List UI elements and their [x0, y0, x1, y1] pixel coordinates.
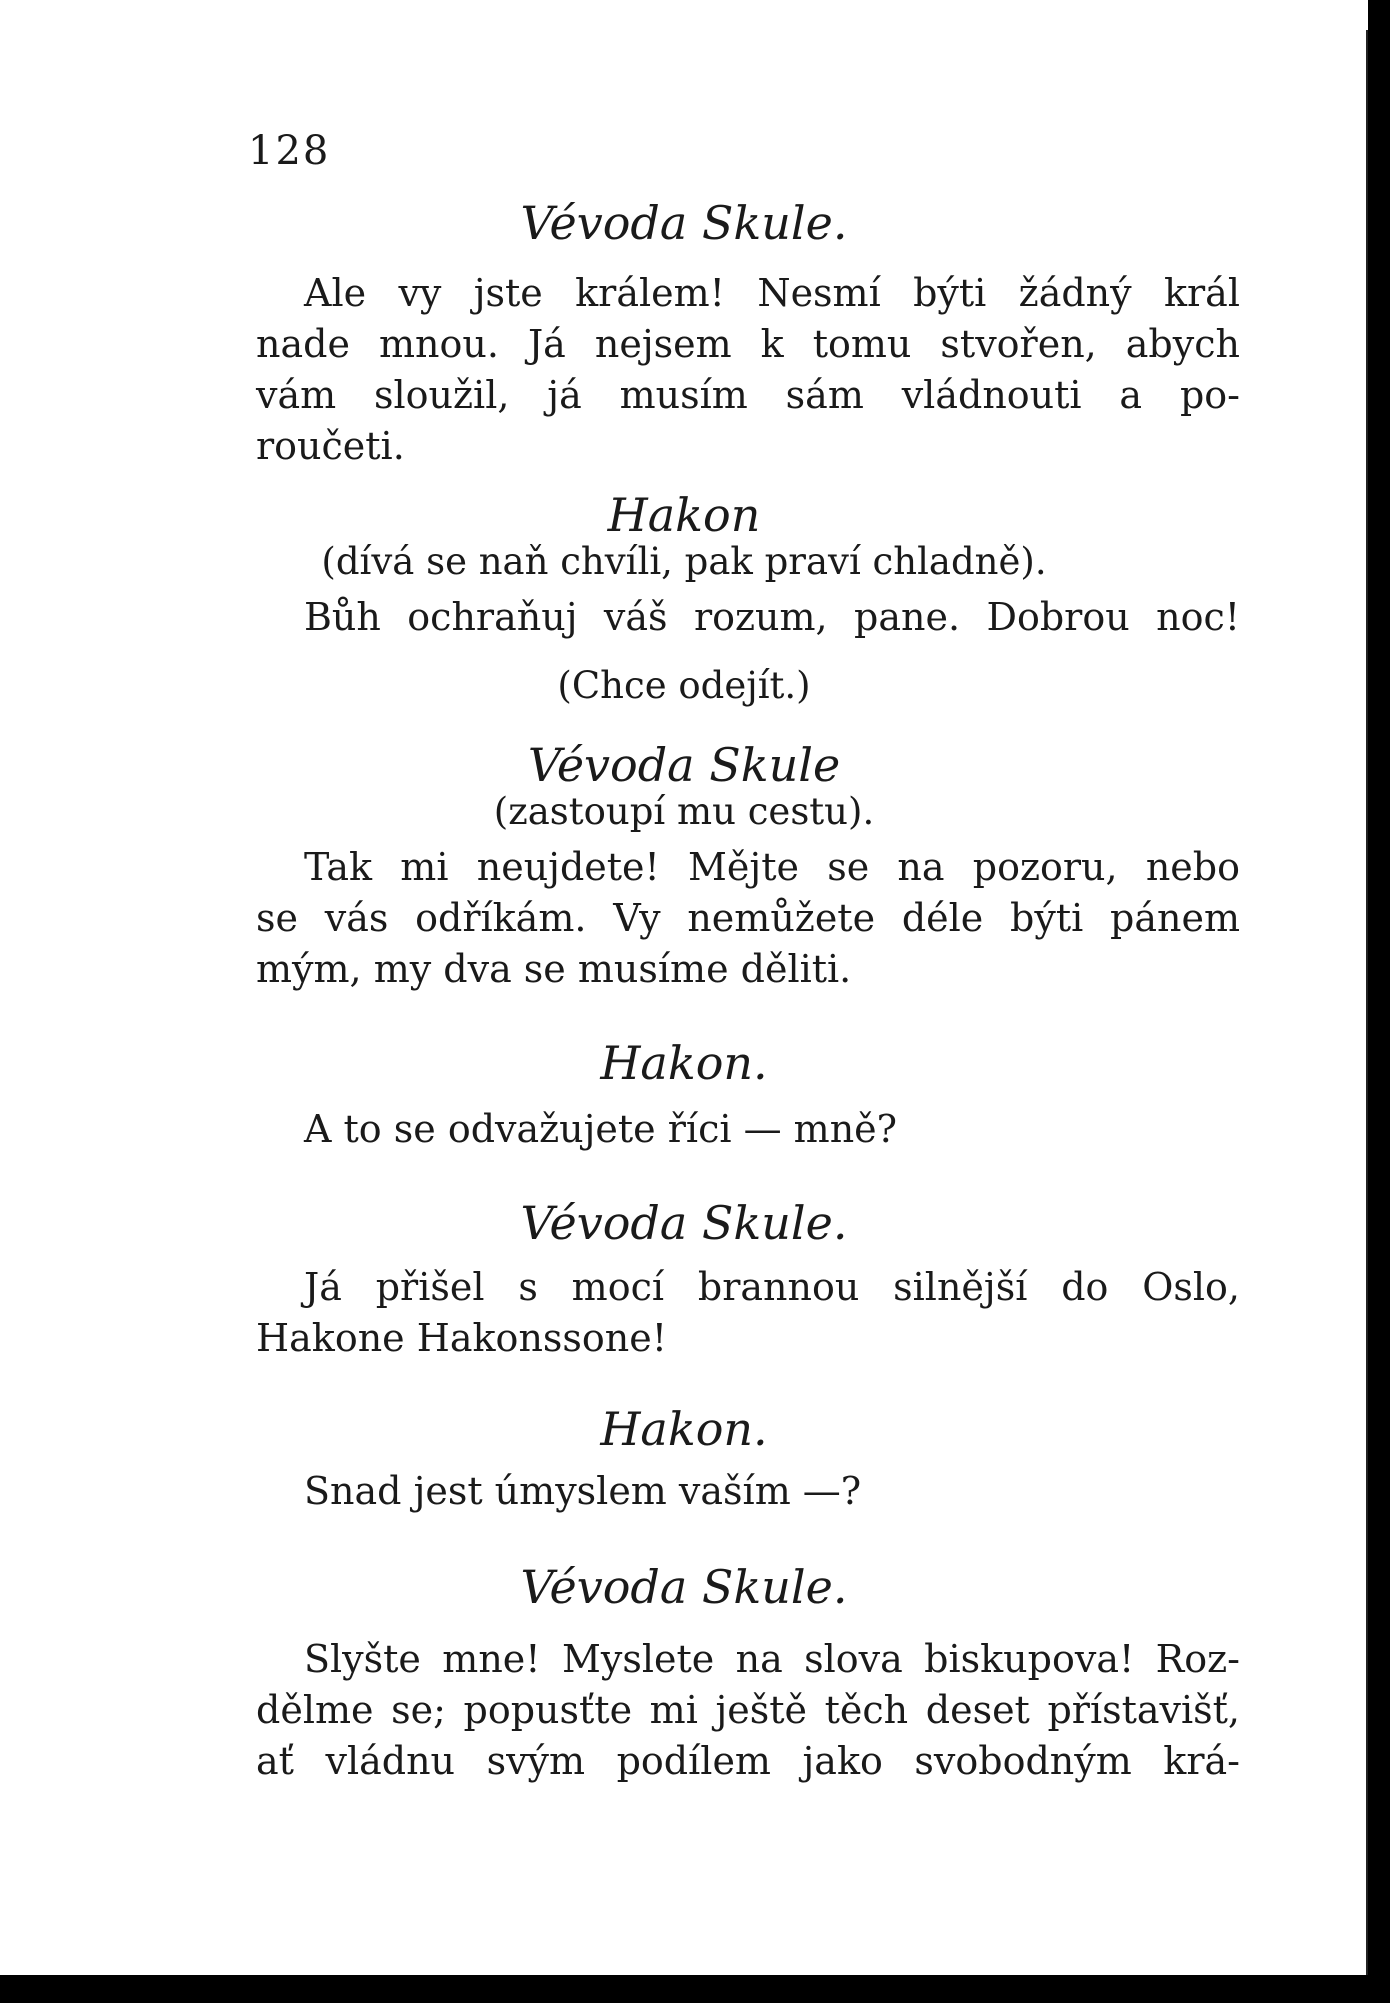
text-line: Hakone Hakonssone!: [256, 1316, 668, 1360]
text-line: dělme se; popusťte mi ještě těch deset přístavišť,: [256, 1688, 1240, 1732]
scan-border-bottom: [0, 1975, 1390, 2003]
dialogue-paragraph: [256, 268, 1240, 472]
stage-direction: (Chce odejít.): [557, 664, 811, 707]
speaker-heading: Vévoda Skule.: [520, 1560, 848, 1614]
speaker-heading: Vévoda Skule: [527, 738, 841, 792]
dialogue-paragraph: [256, 1634, 1240, 1787]
dialogue-paragraph: [256, 842, 1240, 995]
text-line: Já přišel s mocí brannou silnější do Oslo,: [304, 1265, 1240, 1309]
speaker-heading: Hakon.: [600, 1036, 768, 1090]
text-line: vám sloužil, já musím sám vládnouti a po-: [256, 373, 1240, 417]
text-line: Bůh ochraňuj váš rozum, pane. Dobrou noc!: [304, 595, 1240, 639]
text-line: se vás odříkám. Vy nemůžete déle býti pánem: [256, 896, 1240, 940]
text-line: Snad jest úmyslem vaším —?: [304, 1469, 862, 1513]
page-number: 128: [248, 128, 331, 174]
dialogue-paragraph: [256, 1262, 1240, 1364]
text-line: Ale vy jste králem! Nesmí býti žádný král: [304, 271, 1240, 315]
text-line: A to se odvažujete říci — mně?: [304, 1107, 898, 1151]
speaker-heading: Hakon.: [600, 1402, 768, 1456]
speaker-heading: Vévoda Skule.: [520, 196, 848, 250]
text-line: ať vládnu svým podílem jako svobodným krá-: [256, 1739, 1240, 1783]
speaker-heading: Vévoda Skule.: [520, 1196, 848, 1250]
speaker-heading: Hakon: [607, 488, 761, 542]
dialogue-paragraph: [256, 592, 1240, 643]
scan-border-right: [1368, 0, 1390, 2003]
stage-direction: (dívá se naň chvíli, pak praví chladně).: [321, 540, 1047, 583]
text-line: roučeti.: [256, 424, 405, 468]
text-line: Slyšte mne! Myslete na slova biskupova! Roz-: [304, 1637, 1240, 1681]
text-line: mým, my dva se musíme děliti.: [256, 947, 852, 991]
text-line: Tak mi neujdete! Mějte se na pozoru, nebo: [304, 845, 1240, 889]
stage-direction: (zastoupí mu cestu).: [493, 790, 875, 833]
dialogue-paragraph: [256, 1104, 1240, 1155]
dialogue-paragraph: [256, 1466, 1240, 1517]
text-line: nade mnou. Já nejsem k tomu stvořen, abych: [256, 322, 1240, 366]
